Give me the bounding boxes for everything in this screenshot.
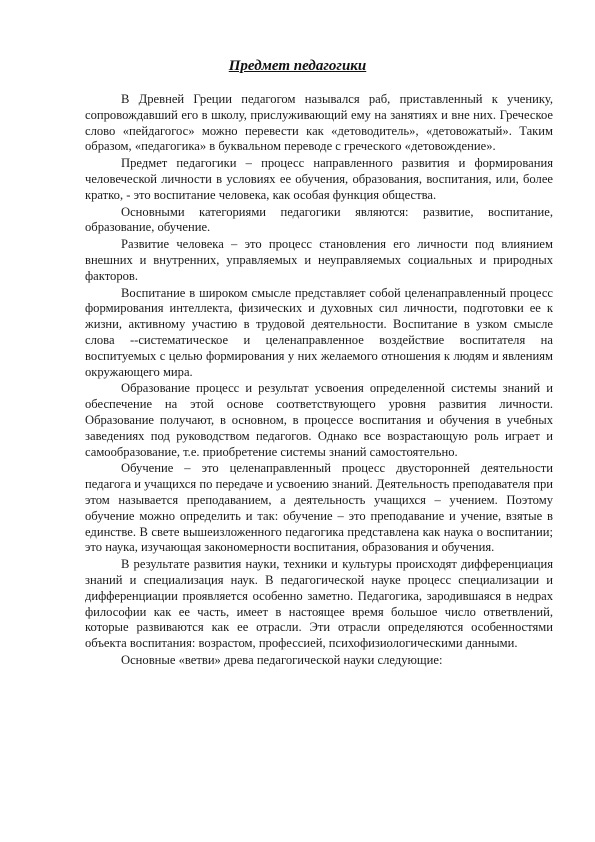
paragraph-main-categories: Основными категориями педагогики являются: развитие, воспитание, образование, обучение.: [85, 204, 553, 235]
document-body: [85, 92, 553, 670]
paragraph-upbringing: Воспитание в широком смысле представляет собой целенаправленный процесс формирования интеллекта, физических и духовных сил личности, подготовки ее к жизни, активному участию в трудовой деятельности. Воспитание в узком смысле слова --систематическое и целенаправленное воздействие воспитателя на воспитуемых с целью формирования у них желаемого отношения к людям и явлениям окружающего мира.: [85, 285, 553, 379]
paragraph-development: Развитие человека – это процесс становления его личности под влиянием внешних и внутренних, управляемых и неуправляемых социальных и природных факторов.: [85, 237, 553, 283]
paragraph-subject-definition: Предмет педагогики – процесс направленного развития и формирования человеческой личности в условиях ее обучения, образования, воспитания, или, более кратко, - это воспитание человека, как особая функция общества.: [85, 156, 553, 202]
paragraph-education: Образование процесс и результат усвоения определенной системы знаний и обеспечение на этой основе соответствующего уровня развития личности. Образование получают, в основном, в процессе воспитания и обучения в учебных заведениях под руководством педагогов. Однако все возрастающую роль играет и самообразование, т.е. приобретение системы знаний самостоятельно.: [85, 381, 553, 459]
page-title: Предмет педагогики: [228, 58, 367, 74]
paragraph-greece-origin: В Древней Греции педагогом назывался раб, приставленный к ученику, сопровождавший его в школу, прислуживающий ему на занятиях и вне них. Греческое слово «пейдагогос» можно перевести как «детоводитель», «детовожатый». Таким образом, «педагогика» в буквальном переводе с греческого «детовождение».: [85, 92, 553, 154]
paragraph-main-branches: Основные «ветви» древа педагогической науки следующие:: [121, 652, 443, 667]
paragraph-teaching: Обучение – это целенаправленный процесс двусторонней деятельности педагога и учащихся по передаче и усвоению знаний. Деятельность преподавателя при этом называется преподаванием, а деятельность учащихся – учением. Поэтому обучение можно определить и так: обучение – это преподавание и учение, взятые в единстве. В свете вышеизложенного педагогика представлена как наука о воспитании; это наука, изучающая закономерности воспитания, образования и обучения.: [85, 461, 553, 555]
paragraph-differentiation: В результате развития науки, техники и культуры происходят дифференциация знаний и специализация наук. В педагогической науке процесс специализации и дифференциации проявляется особенно заметно. Педагогика, зародившаяся в недрах философии как ее часть, имеет в настоящее время большое число ответвлений, которые развиваются как ее отрасли. Эти отрасли определяются особенностями объекта воспитания: возрастом, профессией, психофизиологическими данными.: [85, 557, 553, 651]
